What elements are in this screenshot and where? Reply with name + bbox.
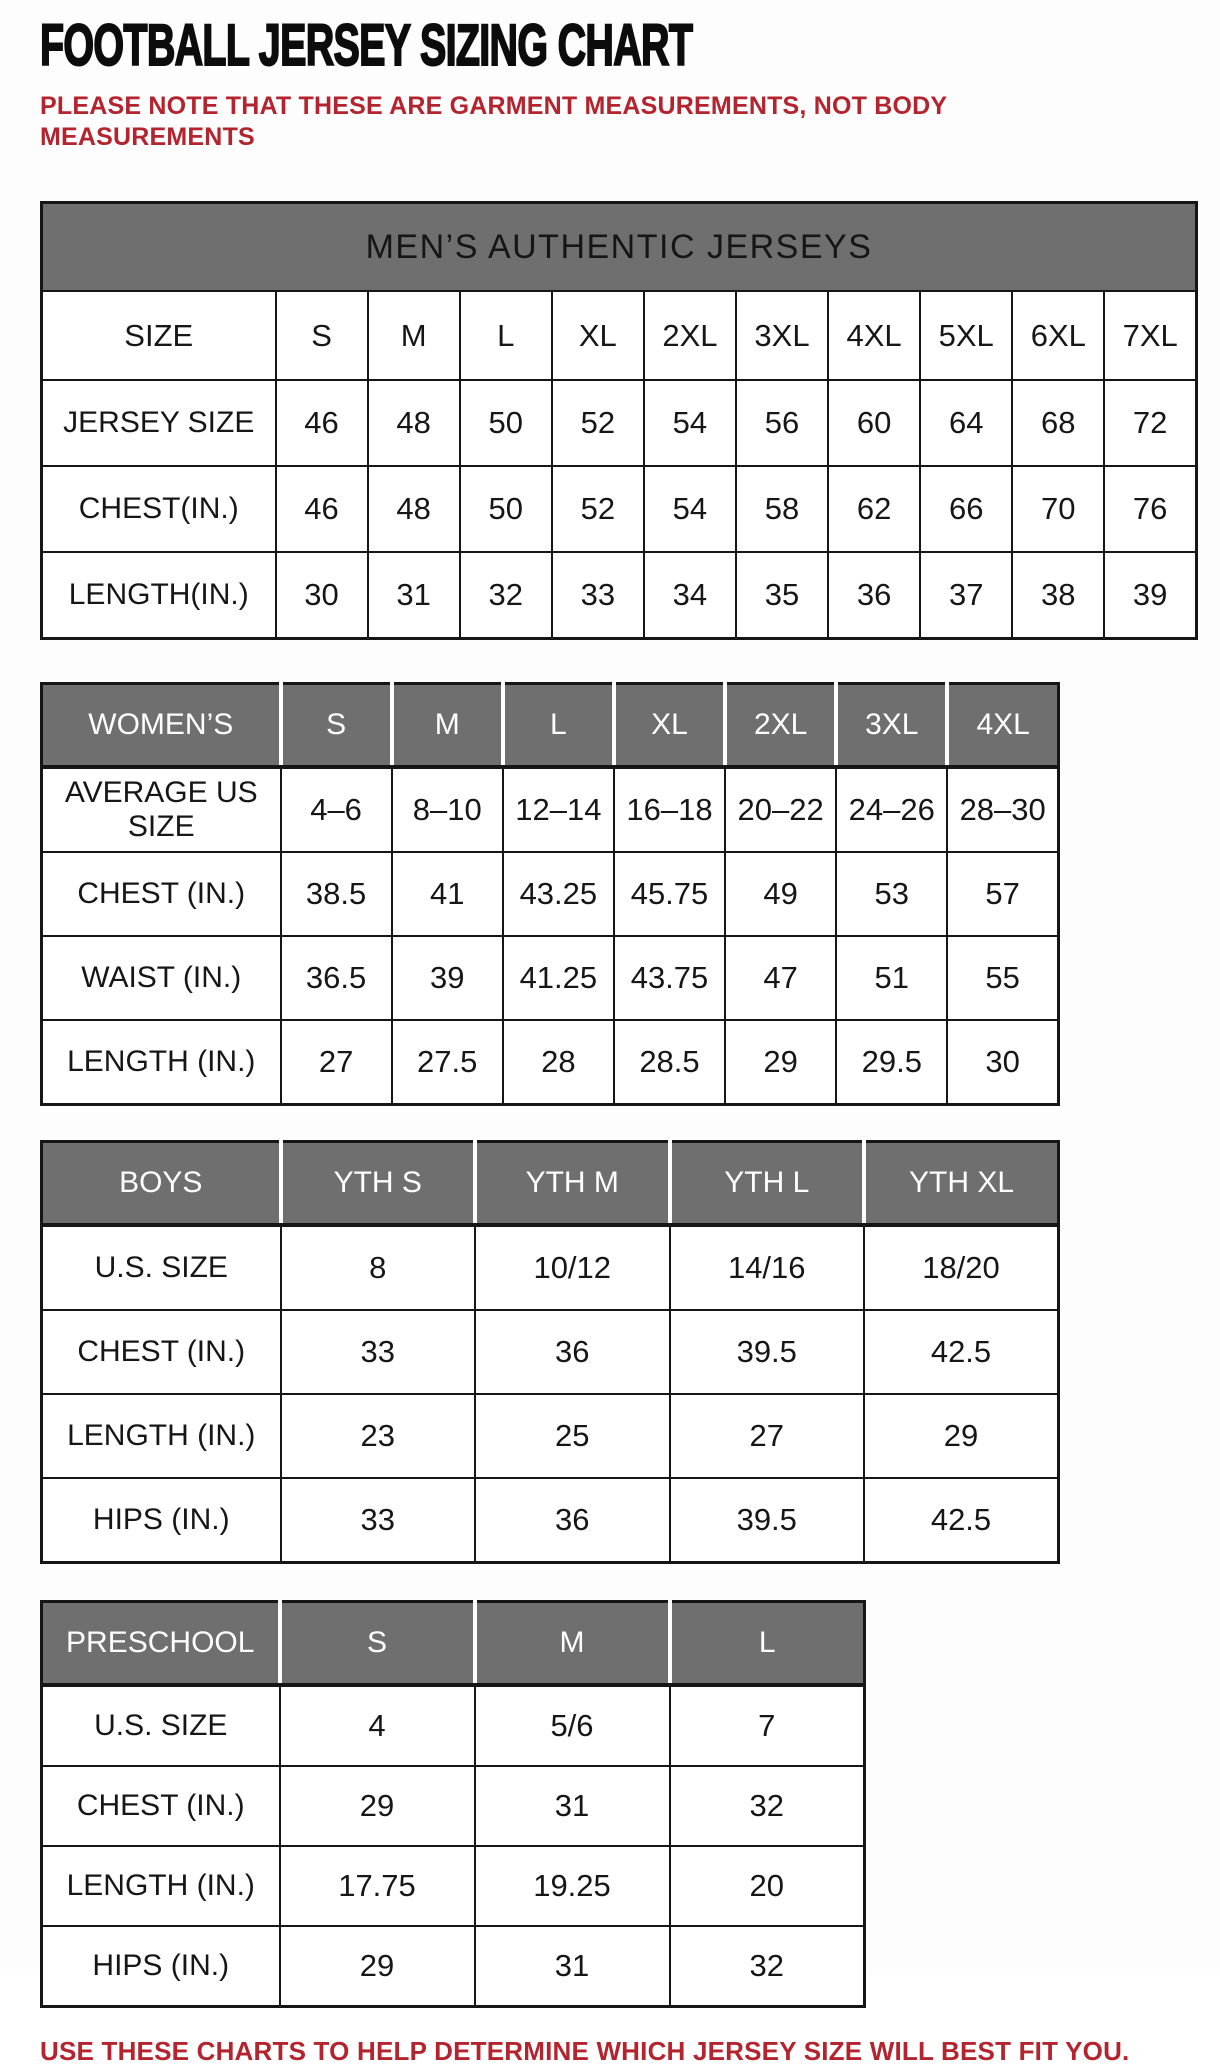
table-row [42,552,1197,639]
size-header-cell: 3XL [836,684,947,768]
measurement-cell: 57 [947,852,1058,936]
measurement-cell: 29 [280,1926,475,2007]
size-header-cell: 3XL [736,291,828,380]
mens-table [40,201,1198,640]
measurement-cell: 12–14 [503,767,614,852]
measurement-cell: 29.5 [836,1020,947,1105]
measurement-cell: 23 [281,1394,476,1478]
measurement-cell: 31 [368,552,460,639]
measurement-cell: 42.5 [864,1478,1059,1563]
note-line: MEASUREMENTS [40,123,255,152]
size-header-cell: L [503,684,614,768]
measurement-cell: 48 [368,380,460,466]
measurement-cell: 29 [725,1020,836,1105]
measurement-cell: 28–30 [947,767,1058,852]
garment-measurement-note [40,91,1190,153]
row-label-cell: HIPS (IN.) [42,1926,280,2007]
measurement-cell: 27.5 [392,1020,503,1105]
row-label-cell: JERSEY SIZE [42,380,276,466]
table-row [42,1478,1059,1563]
row-label-cell: LENGTH (IN.) [42,1846,280,1926]
table-row [42,1225,1059,1310]
measurement-cell: 70 [1012,466,1104,552]
measurement-cell: 41 [392,852,503,936]
measurement-cell: 43.25 [503,852,614,936]
measurement-cell: 32 [670,1926,865,2007]
row-label-cell: U.S. SIZE [42,1225,281,1310]
measurement-cell: 52 [552,466,644,552]
measurement-cell: 35 [736,552,828,639]
row-label-cell: CHEST (IN.) [42,1310,281,1394]
size-header-cell: XL [552,291,644,380]
size-header-cell: S [280,1602,475,1686]
size-header-row [42,1602,865,1686]
measurement-cell: 27 [281,1020,392,1105]
table-row [42,936,1059,1020]
size-header-cell: 7XL [1104,291,1196,380]
size-header-row [42,684,1059,768]
measurement-cell: 58 [736,466,828,552]
size-header-cell: XL [614,684,725,768]
measurement-cell: 60 [828,380,920,466]
measurement-cell: 7 [670,1685,865,1766]
page-title-text: FOOTBALL JERSEY SIZING CHART [40,13,693,78]
page-title [40,13,1190,78]
measurement-cell: 28.5 [614,1020,725,1105]
measurement-cell: 56 [736,380,828,466]
size-header-cell: M [392,684,503,768]
size-header-cell: L [670,1602,865,1686]
measurement-cell: 36 [828,552,920,639]
row-label-cell: WAIST (IN.) [42,936,281,1020]
size-header-row [42,1142,1059,1226]
measurement-cell: 36 [475,1310,670,1394]
measurement-cell: 33 [552,552,644,639]
measurement-cell: 28 [503,1020,614,1105]
table-row [42,466,1197,552]
size-header-cell: S [276,291,368,380]
tables-container [40,201,1190,2008]
measurement-cell: 76 [1104,466,1196,552]
size-header-cell: YTH L [670,1142,865,1226]
measurement-cell: 45.75 [614,852,725,936]
womens-table [40,682,1060,1106]
measurement-cell: 4 [280,1685,475,1766]
size-header-cell: 6XL [1012,291,1104,380]
size-header-cell: M [475,1602,670,1686]
measurement-cell: 19.25 [475,1846,670,1926]
table-row [42,1926,865,2007]
measurement-cell: 52 [552,380,644,466]
measurement-cell: 62 [828,466,920,552]
measurement-cell: 38.5 [281,852,392,936]
size-header-cell: S [281,684,392,768]
size-header-cell: 5XL [920,291,1012,380]
measurement-cell: 39 [1104,552,1196,639]
measurement-cell: 39 [392,936,503,1020]
measurement-cell: 8 [281,1225,476,1310]
measurement-cell: 31 [475,1766,670,1846]
table-row [42,1020,1059,1105]
measurement-cell: 64 [920,380,1012,466]
row-label-cell: BOYS [42,1142,281,1226]
measurement-cell: 17.75 [280,1846,475,1926]
measurement-cell: 72 [1104,380,1196,466]
measurement-cell: 47 [725,936,836,1020]
table-row [42,1685,865,1766]
measurement-cell: 32 [460,552,552,639]
row-label-cell: LENGTH(IN.) [42,552,276,639]
measurement-cell: 39.5 [670,1478,865,1563]
table-row [42,380,1197,466]
measurement-cell: 29 [864,1394,1059,1478]
measurement-cell: 24–26 [836,767,947,852]
size-header-cell: YTH M [475,1142,670,1226]
table-banner-row [42,203,1197,292]
measurement-cell: 10/12 [475,1225,670,1310]
size-header-cell: YTH XL [864,1142,1059,1226]
measurement-cell: 5/6 [475,1685,670,1766]
size-header-cell: M [368,291,460,380]
row-label-cell: PRESCHOOL [42,1602,280,1686]
measurement-cell: 41.25 [503,936,614,1020]
measurement-cell: 37 [920,552,1012,639]
measurement-cell: 25 [475,1394,670,1478]
row-label-cell: U.S. SIZE [42,1685,280,1766]
row-label-cell: CHEST (IN.) [42,1766,280,1846]
measurement-cell: 31 [475,1926,670,2007]
measurement-cell: 20–22 [725,767,836,852]
footer-note: USE THESE CHARTS TO HELP DETERMINE WHICH JERSEY SIZE WILL BEST FIT YOU. [40,2036,1130,2067]
table-row [42,1394,1059,1478]
measurement-cell: 27 [670,1394,865,1478]
size-header-cell: 2XL [725,684,836,768]
row-label-cell: SIZE [42,291,276,380]
table-title-banner: MEN’S AUTHENTIC JERSEYS [42,203,1197,292]
size-header-cell: YTH S [281,1142,476,1226]
measurement-cell: 54 [644,466,736,552]
row-label-cell: LENGTH (IN.) [42,1020,281,1105]
row-label-cell: WOMEN’S [42,684,281,768]
table-row [42,767,1059,852]
table-row [42,1766,865,1846]
measurement-cell: 46 [276,466,368,552]
measurement-cell: 16–18 [614,767,725,852]
size-header-cell: 4XL [828,291,920,380]
table-row [42,1310,1059,1394]
table-row [42,852,1059,936]
measurement-cell: 20 [670,1846,865,1926]
measurement-cell: 14/16 [670,1225,865,1310]
measurement-cell: 8–10 [392,767,503,852]
measurement-cell: 33 [281,1478,476,1563]
measurement-cell: 51 [836,936,947,1020]
measurement-cell: 4–6 [281,767,392,852]
boys-table [40,1140,1060,1564]
measurement-cell: 32 [670,1766,865,1846]
measurement-cell: 49 [725,852,836,936]
measurement-cell: 38 [1012,552,1104,639]
measurement-cell: 34 [644,552,736,639]
measurement-cell: 68 [1012,380,1104,466]
measurement-cell: 53 [836,852,947,936]
row-label-cell: CHEST (IN.) [42,852,281,936]
measurement-cell: 66 [920,466,1012,552]
measurement-cell: 29 [280,1766,475,1846]
row-label-cell: HIPS (IN.) [42,1478,281,1563]
measurement-cell: 39.5 [670,1310,865,1394]
measurement-cell: 46 [276,380,368,466]
measurement-cell: 43.75 [614,936,725,1020]
size-header-cell: 4XL [947,684,1058,768]
measurement-cell: 30 [276,552,368,639]
measurement-cell: 54 [644,380,736,466]
size-header-row [42,291,1197,380]
measurement-cell: 42.5 [864,1310,1059,1394]
row-label-cell: LENGTH (IN.) [42,1394,281,1478]
row-label-cell: CHEST(IN.) [42,466,276,552]
measurement-cell: 30 [947,1020,1058,1105]
size-header-cell: L [460,291,552,380]
measurement-cell: 36.5 [281,936,392,1020]
preschool-table [40,1600,866,2008]
note-line: PLEASE NOTE THAT THESE ARE GARMENT MEASUREMENTS, NOT BODY [40,92,948,121]
measurement-cell: 55 [947,936,1058,1020]
measurement-cell: 18/20 [864,1225,1059,1310]
row-label-cell: AVERAGE US SIZE [42,767,281,852]
measurement-cell: 36 [475,1478,670,1563]
table-row [42,1846,865,1926]
measurement-cell: 50 [460,380,552,466]
measurement-cell: 33 [281,1310,476,1394]
size-header-cell: 2XL [644,291,736,380]
measurement-cell: 48 [368,466,460,552]
measurement-cell: 50 [460,466,552,552]
